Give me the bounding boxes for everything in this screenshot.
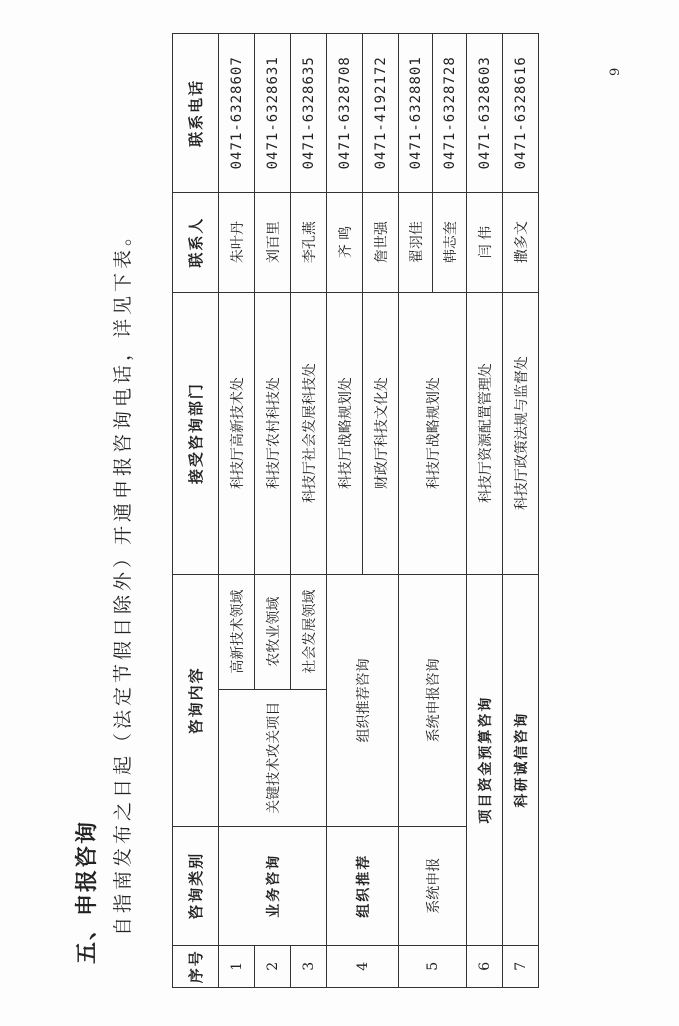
cell-contact: 韩志奎	[433, 192, 467, 292]
cell-category: 组织推荐	[327, 826, 399, 945]
cell-phone: 0471-6328607	[219, 34, 255, 193]
table-row	[399, 34, 433, 988]
cell-category: 业务咨询	[219, 826, 327, 945]
cell-phone: 0471-6328635	[291, 34, 327, 193]
table-row	[327, 34, 363, 988]
cell-phone: 0471-6328603	[467, 34, 503, 193]
header-dept: 接受咨询部门	[173, 292, 219, 574]
header-seq: 序号	[173, 945, 219, 987]
cell-contact: 李孔燕	[291, 192, 327, 292]
cell-seq: 7	[503, 945, 539, 987]
consultation-table	[172, 33, 539, 988]
table-header-row	[173, 34, 219, 988]
cell-contact: 翟羽佳	[399, 192, 433, 292]
cell-content: 社会发展领域	[291, 574, 327, 689]
cell-seq: 5	[399, 945, 467, 987]
cell-phone: 0471-6328728	[433, 34, 467, 193]
table-row	[219, 34, 255, 988]
cell-dept: 科技厅社会发展科技处	[291, 292, 327, 574]
cell-dept: 科技厅政策法规与监督处	[503, 292, 539, 574]
intro-paragraph: 自指南发布之日起（法定节假日除外）开通申报咨询电话，详见下表。	[112, 222, 134, 936]
cell-phone: 0471-4192172	[363, 34, 399, 193]
cell-contact: 詹世强	[363, 192, 399, 292]
cell-content: 组织推荐咨询	[327, 574, 399, 826]
section-heading: 五、申报咨询	[75, 819, 100, 964]
cell-contact: 撒多文	[503, 192, 539, 292]
cell-content: 项目资金预算咨询	[467, 574, 503, 945]
cell-phone: 0471-6328801	[399, 34, 433, 193]
cell-seq: 3	[291, 945, 327, 987]
header-content: 咨询内容	[173, 574, 219, 826]
cell-contact: 刘百里	[255, 192, 291, 292]
header-contact: 联系人	[173, 192, 219, 292]
cell-seq: 4	[327, 945, 399, 987]
cell-contact: 闫 伟	[467, 192, 503, 292]
cell-dept: 科技厅高新技术处	[219, 292, 255, 574]
cell-seq: 1	[219, 945, 255, 987]
cell-dept: 财政厅科技文化处	[363, 292, 399, 574]
cell-content: 农牧业领域	[255, 574, 291, 689]
cell-content: 科研诚信咨询	[503, 574, 539, 945]
cell-phone: 0471-6328616	[503, 34, 539, 193]
cell-seq: 2	[255, 945, 291, 987]
header-phone: 联系电话	[173, 34, 219, 193]
cell-phone: 0471-6328708	[327, 34, 363, 193]
page-number: 9	[608, 67, 623, 76]
cell-category: 系统申报	[399, 826, 467, 945]
cell-dept: 科技厅战略规划处	[327, 292, 363, 574]
cell-content-group: 关键技术攻关项目	[219, 689, 327, 826]
cell-contact: 朱叶丹	[219, 192, 255, 292]
table-row	[467, 34, 503, 988]
cell-contact: 齐 鸣	[327, 192, 363, 292]
cell-dept: 科技厅农村科技处	[255, 292, 291, 574]
cell-content: 系统申报咨询	[399, 574, 467, 826]
cell-content: 高新技术领域	[219, 574, 255, 689]
table-row	[503, 34, 539, 988]
cell-dept: 科技厅战略规划处	[399, 292, 467, 574]
cell-seq: 6	[467, 945, 503, 987]
header-category: 咨询类别	[173, 826, 219, 945]
cell-dept: 科技厅资源配置管理处	[467, 292, 503, 574]
cell-phone: 0471-6328631	[255, 34, 291, 193]
